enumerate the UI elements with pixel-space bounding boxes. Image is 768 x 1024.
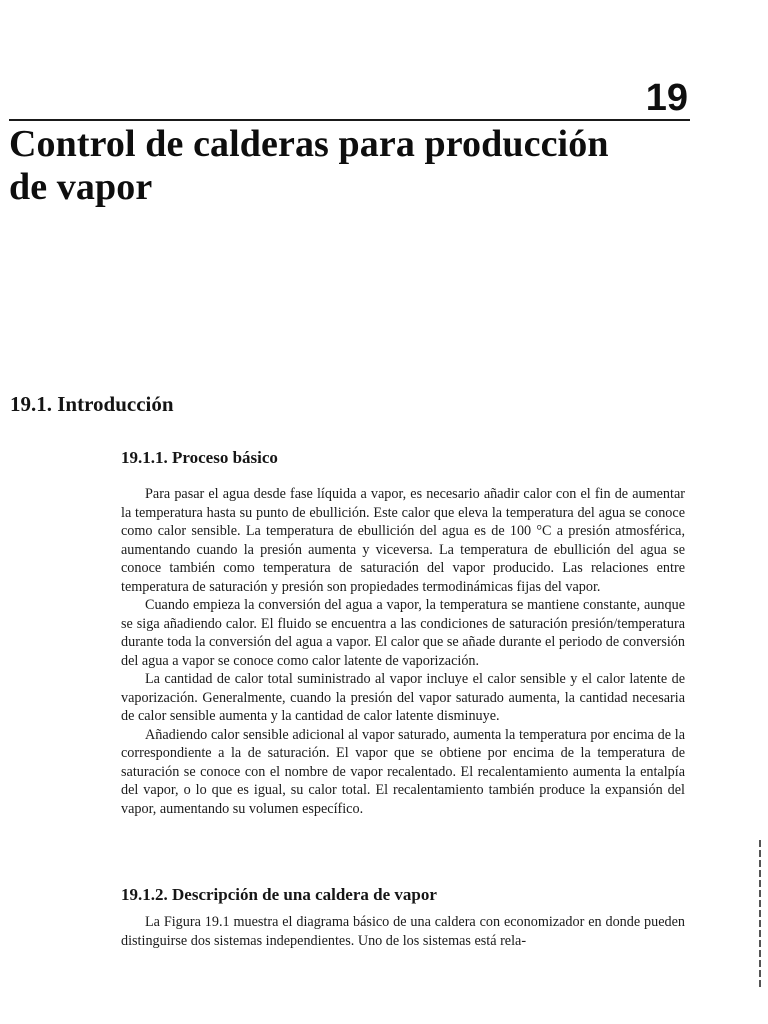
chapter-title-line-2: de vapor <box>9 166 153 208</box>
body-text-proceso-basico <box>121 485 685 818</box>
subsection-heading-proceso-basico: 19.1.1. Proceso básico <box>121 448 278 467</box>
paragraph: Cuando empieza la conversión del agua a vapor, la temperatura se mantiene constante, aunque se siga añadiendo calor. El fluido se encuentra a las condiciones de saturación presión/temperatura durante toda la conversión del agua a vapor. El calor que se añade durante el periodo de conversión del agua a vapor se conoce como calor latente de vaporización. <box>121 597 685 669</box>
chapter-title-line-1: Control de calderas para producción <box>9 123 609 165</box>
section-heading: 19.1. Introducción <box>10 392 174 416</box>
chapter-rule <box>9 119 690 121</box>
subsection-heading-descripcion-caldera: 19.1.2. Descripción de una caldera de vapor <box>121 885 437 904</box>
paragraph: La cantidad de calor total suministrado al vapor incluye el calor sensible y el calor latente de vaporización. Generalmente, cuando la presión del vapor saturado aumenta, la cantidad necesaria de calor sensible aumenta y la cantidad de calor latente disminuye. <box>121 671 685 724</box>
chapter-title <box>9 123 709 209</box>
paragraph: La Figura 19.1 muestra el diagrama básico de una caldera con economizador en donde pueden distinguirse dos sistemas independientes. Uno de los sistemas está rela- <box>121 914 685 949</box>
paragraph: Añadiendo calor sensible adicional al vapor saturado, aumenta la temperatura por encima de la correspondiente a la de saturación. El vapor que se obtiene por encima de la temperatura de saturación se conoce con el nombre de vapor recalentado. El recalentamiento aumenta la entalpía del vapor, o lo que es igual, su calor total. El recalentamiento también produce la expansión del vapor, aumentando su volumen específico. <box>121 726 685 817</box>
scan-edge-mark <box>759 840 761 990</box>
body-text-descripcion-caldera <box>121 913 685 950</box>
paragraph: Para pasar el agua desde fase líquida a vapor, es necesario añadir calor con el fin de aumentar la temperatura hasta su punto de ebullición. Este calor que eleva la temperatura del agua se conoce como calor sensible. La temperatura de ebullición del agua es de 100 °C a presión atmosférica, aumentando cuando la presión aumenta y viceversa. La temperatura de ebullición del agua se conoce también como temperatura de saturación del vapor producido. Las relaciones entre temperatura de saturación y presión son propiedades termodinámicas fijas del vapor. <box>121 486 685 595</box>
chapter-number: 19 <box>645 77 688 119</box>
